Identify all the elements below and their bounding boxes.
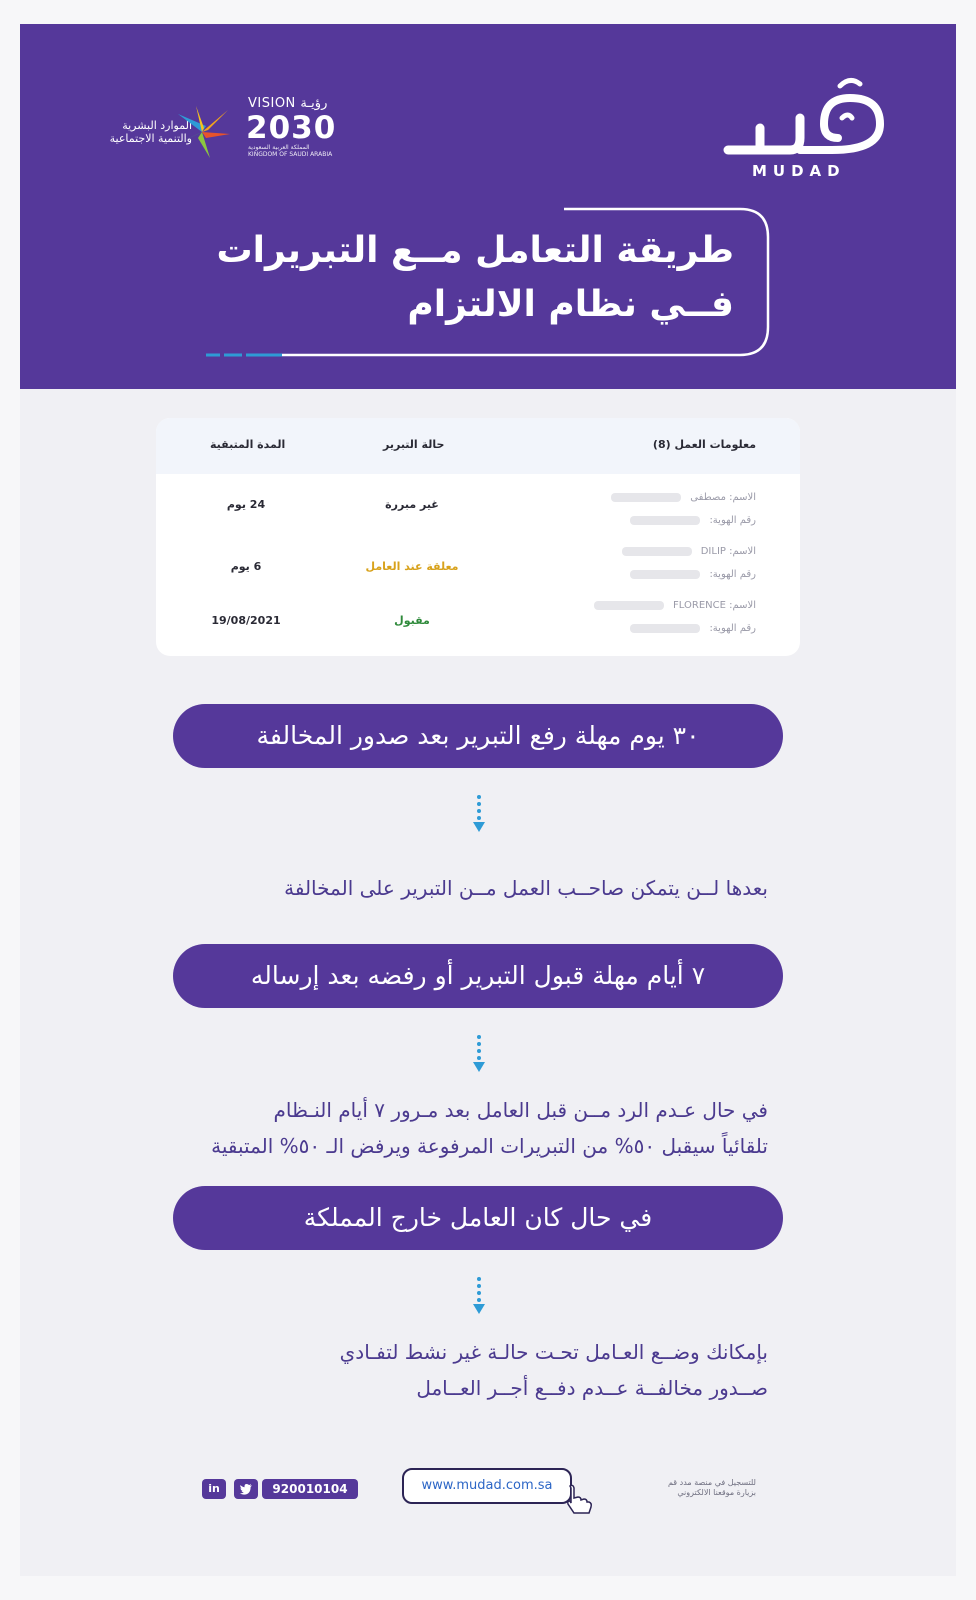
step-3-description xyxy=(188,1334,768,1406)
title-line2: فــي نظام الالتزام xyxy=(407,284,734,325)
id-label: رقم الهوية: xyxy=(709,515,756,526)
table-row[interactable] xyxy=(156,540,800,594)
redacted-id xyxy=(630,624,700,633)
ministry-line2: والتنمية الاجتماعية xyxy=(109,132,192,145)
status-badge: معلقة عند العامل xyxy=(365,560,459,573)
justifications-table xyxy=(156,418,800,656)
table-header xyxy=(156,418,800,474)
remaining-value: 24 يوم xyxy=(226,498,266,511)
remaining-value: 6 يوم xyxy=(230,560,262,573)
worker-name: DILIP xyxy=(700,546,726,557)
mudad-logo-text: MUDAD xyxy=(752,162,846,180)
vision-sub-text xyxy=(248,144,332,158)
column-header-info: معلومات العمل (8) xyxy=(652,438,756,451)
infographic-card xyxy=(20,24,956,1576)
vision-year: 2030 xyxy=(246,110,337,146)
status-badge: مقبول xyxy=(394,614,430,627)
step-2-desc-line1: في حال عـدم الرد مــن قبل العامل بعد مـرور ٧ أيام النـظام xyxy=(273,1098,768,1122)
redacted-name xyxy=(594,601,664,610)
step-2-description xyxy=(188,1092,768,1164)
linkedin-icon[interactable]: in xyxy=(202,1479,226,1499)
step-3-desc-line2: صــدور مخالفــة عــدم دفــع أجــر العــامل xyxy=(416,1376,768,1400)
vision-sub-en: KINGDOM OF SAUDI ARABIA xyxy=(248,151,333,158)
pointer-hand-icon xyxy=(560,1482,594,1516)
twitter-icon[interactable] xyxy=(234,1479,258,1499)
phone-number[interactable]: 920010104 xyxy=(262,1479,358,1499)
name-label: الاسم: xyxy=(729,600,756,611)
step-1-description xyxy=(188,870,768,906)
register-note xyxy=(640,1478,756,1498)
step-1-desc-line1: بعدها لــن يتمكن صاحــب العمل مــن التبرير على المخالفة xyxy=(284,876,768,900)
step-3-pill: في حال كان العامل خارج المملكة xyxy=(173,1186,783,1250)
worker-info xyxy=(496,594,756,640)
vision-sub-ar: المملكة العربية السعودية xyxy=(248,144,310,151)
down-arrow-icon xyxy=(471,1276,487,1316)
ministry-line1: الموارد البشرية xyxy=(122,119,192,132)
redacted-name xyxy=(622,547,692,556)
website-link[interactable]: www.mudad.com.sa xyxy=(402,1468,572,1504)
step-2-desc-line2: تلقائياً سيقبل ٥٠% من التبريرات المرفوعة ويرفض الـ ٥٠% المتبقية xyxy=(211,1134,768,1158)
down-arrow-icon xyxy=(471,1034,487,1074)
id-label: رقم الهوية: xyxy=(709,569,756,580)
title-line1: طريقة التعامل مــع التبريرات xyxy=(216,230,734,271)
down-arrow-icon xyxy=(471,794,487,834)
worker-name: مصطفى xyxy=(690,492,726,503)
id-label: رقم الهوية: xyxy=(709,623,756,634)
step-3-desc-line1: بإمكانك وضــع العـامل تحـت حالـة غير نشط لتفـادي xyxy=(339,1340,768,1364)
table-row[interactable] xyxy=(156,486,800,540)
status-badge: غير مبررة xyxy=(385,498,439,511)
page-title xyxy=(180,224,734,332)
redacted-id xyxy=(630,570,700,579)
name-label: الاسم: xyxy=(729,546,756,557)
step-2-pill: ٧ أيام مهلة قبول التبرير أو رفضه بعد إرساله xyxy=(173,944,783,1008)
register-line1: للتسجيل في منصة مدد قم xyxy=(667,1478,756,1487)
worker-info xyxy=(496,540,756,586)
ministry-logo-icon xyxy=(170,104,234,160)
column-header-status: حالة التبرير xyxy=(383,438,445,451)
vision-2030-logo xyxy=(248,96,348,166)
worker-info xyxy=(496,486,756,532)
column-header-remaining: المدة المتبقية xyxy=(210,438,286,451)
step-1-pill: ٣٠ يوم مهلة رفع التبرير بعد صدور المخالفة xyxy=(173,704,783,768)
header-banner xyxy=(20,24,956,389)
redacted-id xyxy=(630,516,700,525)
redacted-name xyxy=(611,493,681,502)
name-label: الاسم: xyxy=(729,492,756,503)
vision-top-text: VISION رؤيـة xyxy=(248,96,328,111)
remaining-value: 19/08/2021 xyxy=(211,614,281,627)
worker-name: FLORENCE xyxy=(673,600,726,611)
table-row[interactable] xyxy=(156,594,800,648)
register-line2: بزيارة موقعنا الالكتروني xyxy=(677,1488,756,1497)
